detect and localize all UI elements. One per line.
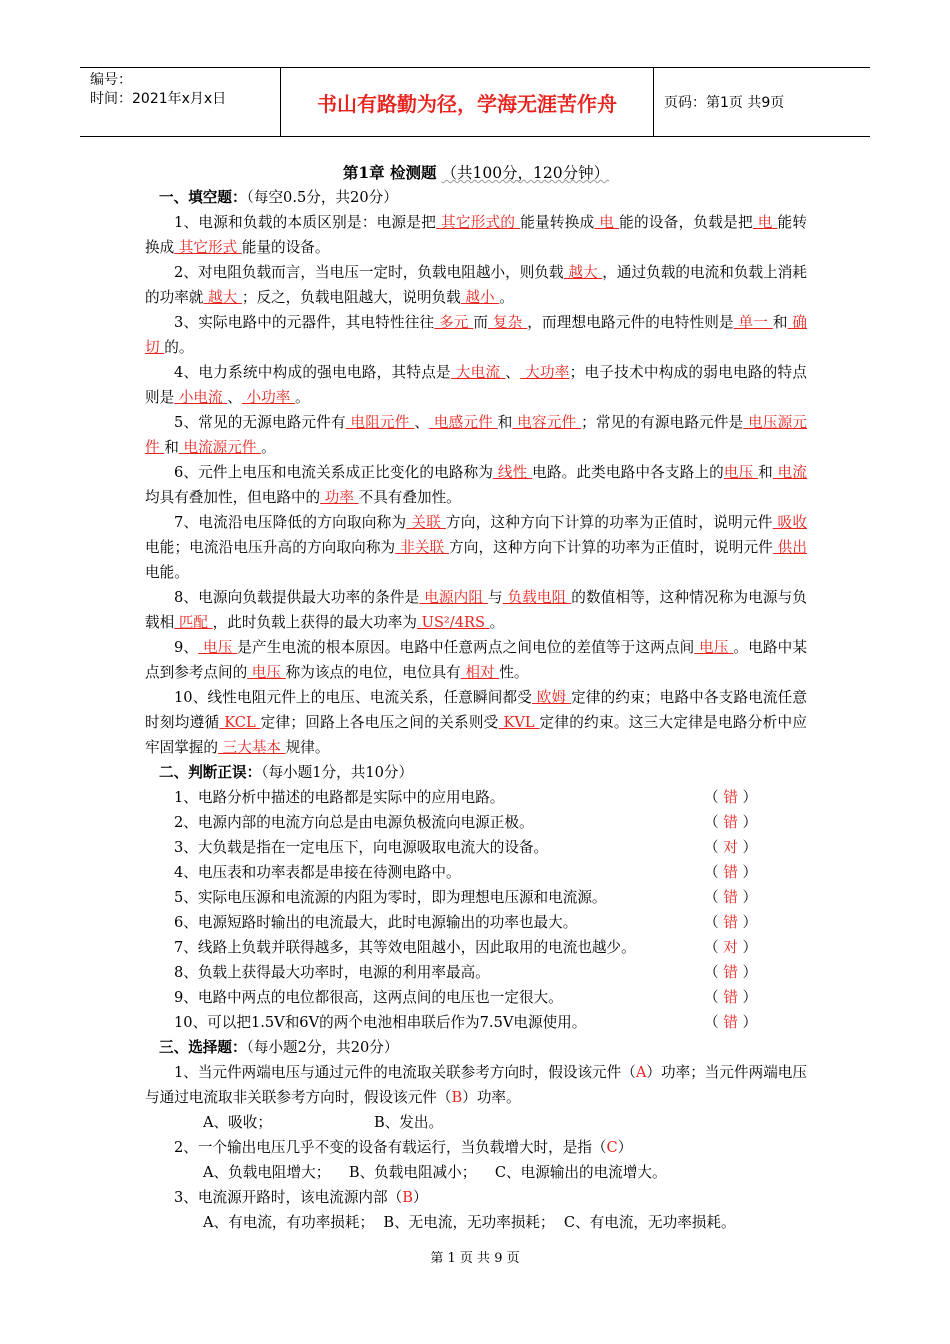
answer-blank: 电流	[772, 464, 808, 481]
question-text: ，而理想电路元件的电特性则是	[527, 314, 734, 331]
answer-blank: 复杂	[488, 314, 528, 331]
answer-blank: 大功率	[520, 364, 570, 381]
question-text: 和	[758, 464, 773, 481]
question-text: 规律。	[285, 739, 330, 756]
choice-answer: A	[635, 1064, 647, 1081]
section-note: （每小题2分，共20分）	[246, 1039, 399, 1056]
question-text: 1、当元件两端电压与通过元件的电流取关联参考方向时，假设该元件（	[174, 1064, 636, 1081]
answer-blank: 小电流	[174, 389, 228, 406]
choice-answer: B	[451, 1089, 463, 1106]
answer-blank: 电	[594, 214, 620, 231]
answer-blank: 欧姆	[532, 689, 572, 706]
judge-answer-value: 错	[723, 789, 738, 806]
answer-blank: 电	[752, 214, 778, 231]
question-text: 8、电源向负载提供最大功率的条件是	[174, 589, 420, 606]
question-text: 6、元件上电压和电流关系成正比变化的电路称为	[174, 464, 494, 481]
judge-questions	[145, 785, 807, 1035]
judge-question	[145, 935, 807, 960]
judge-answer-value: 错	[723, 914, 738, 931]
judge-answer-value: 错	[723, 814, 738, 831]
answer-blank: 相对	[460, 664, 500, 681]
document-body	[145, 160, 807, 1235]
answer-blank: 越大	[203, 289, 242, 306]
question-text: ）	[617, 1139, 633, 1156]
question-text: 。电路中某点到参考点间的	[145, 639, 807, 681]
question-text: 、	[414, 414, 430, 431]
question-text: 3、电流源开路时，该电流源内部（	[174, 1189, 403, 1206]
answer-blank: 其它形式	[174, 239, 242, 256]
question-text: 1、电路分析中描述的电路都是实际中的应用电路。	[174, 789, 505, 806]
question-text: 。	[294, 389, 310, 406]
document-header	[80, 67, 870, 137]
question-text: 的数值相等，这种情况称为电源与负载相	[145, 589, 807, 631]
motto: 书山有路勤为径，学海无涯苦作舟	[281, 68, 654, 136]
judge-answer-value: 错	[723, 989, 738, 1006]
answer-blank: 电压	[247, 664, 286, 681]
judge-answer: （ 错 ）	[704, 814, 758, 831]
answer-blank: 关联	[406, 514, 446, 531]
title-sub: （共100分，120分钟）	[441, 164, 610, 182]
section-fill-heading	[145, 185, 807, 210]
number-label: 编号：	[90, 72, 132, 88]
question-text: ）功率。	[462, 1089, 521, 1106]
question-text: 方向，这种方向下计算的功率为正值时，说明元件	[449, 539, 773, 556]
question-text: 定律的约束；电路中各支路电流任意时刻均遵循	[145, 689, 807, 731]
header-meta	[80, 68, 281, 136]
section-title: 二、判断正误：	[159, 764, 262, 781]
answer-blank: 电源内阻	[419, 589, 488, 606]
question-text: 10、线性电阻元件上的电压、电流关系，任意瞬间都受	[174, 689, 533, 706]
question-text: 。	[499, 289, 514, 306]
question-text: 7、线路上负载并联得越多，其等效电阻越小，因此取用的电流也越少。	[174, 939, 636, 956]
judge-answer: （ 错 ）	[704, 989, 758, 1006]
judge-answer: （ 错 ）	[704, 864, 758, 881]
question-text: 9、	[174, 639, 199, 656]
judge-question	[145, 810, 807, 835]
page-title	[145, 160, 807, 185]
fill-question	[145, 510, 807, 585]
answer-blank: 电压	[694, 639, 734, 656]
choice-answer: B	[402, 1189, 413, 1206]
answer-blank: 匹配	[174, 614, 213, 631]
question-text: 是产生电流的根本原因。电路中任意两点之间电位的差值等于这两点间	[237, 639, 695, 656]
question-text: 3、实际电路中的元器件，其电特性往往	[174, 314, 435, 331]
choice-options-1: A、吸收； B、发出。	[203, 1114, 444, 1131]
choice-question-1	[145, 1060, 807, 1110]
choice-options-3: A、有电流，有功率损耗； B、无电流，无功率损耗； C、有电流，无功率损耗。	[203, 1214, 736, 1231]
section-judge-heading	[145, 760, 807, 785]
question-text: 电能。	[145, 564, 189, 581]
answer-blank: 三大基本	[217, 739, 286, 756]
choice-question-3	[145, 1185, 807, 1210]
question-text: 1、电源和负载的本质区别是：电源是把	[174, 214, 437, 231]
question-text: 、	[227, 389, 242, 406]
answer-blank: 越小	[460, 289, 500, 306]
answer-blank: 电流源元件	[178, 439, 262, 456]
question-text: 。	[489, 614, 505, 631]
judge-question	[145, 910, 807, 935]
question-text: 8、负载上获得最大功率时，电源的利用率最高。	[174, 964, 490, 981]
judge-answer-value: 错	[723, 889, 738, 906]
fill-question	[145, 635, 807, 685]
judge-question	[145, 860, 807, 885]
judge-answer-value: 对	[723, 839, 738, 856]
question-text: ）	[412, 1189, 428, 1206]
choice-options-2: A、负载电阻增大； B、负载电阻减小； C、电源输出的电流增大。	[203, 1164, 667, 1181]
question-text: ；电子技术中构成的弱电电路的特点则是	[145, 364, 807, 406]
question-text: 2、一个输出电压几乎不变的设备有载运行，当负载增大时，是指（	[174, 1139, 607, 1156]
answer-blank: 电压源元件	[145, 414, 808, 456]
answer-blank: 电压	[198, 639, 238, 656]
fill-question	[145, 360, 807, 410]
judge-answer-value: 错	[723, 864, 738, 881]
judge-answer: （ 错 ）	[704, 964, 758, 981]
fill-question	[145, 310, 807, 360]
question-text: ；常见的有源电路元件是	[581, 414, 744, 431]
answer-blank: 多元	[434, 314, 474, 331]
question-text: 能量转换成	[520, 214, 595, 231]
date-label: 时间：2021年x月x日	[90, 91, 227, 107]
question-text: 定律的约束。这三大定律是电路分析中应牢固掌握的	[145, 714, 807, 756]
judge-question	[145, 885, 807, 910]
judge-question	[145, 985, 807, 1010]
question-text: 与	[487, 589, 503, 606]
judge-answer-value: 错	[723, 964, 738, 981]
fill-question	[145, 210, 807, 260]
section-choice-heading	[145, 1035, 807, 1060]
answer-blank: 越大	[563, 264, 603, 281]
question-text: 而	[473, 314, 489, 331]
fill-question	[145, 410, 807, 460]
question-text: 。	[261, 439, 276, 456]
question-text: 2、电源内部的电流方向总是由电源负极流向电源正极。	[174, 814, 534, 831]
question-text: ，此时负载上获得的最大功率为	[212, 614, 417, 631]
question-text: 和	[164, 439, 179, 456]
judge-answer: （ 错 ）	[704, 889, 758, 906]
section-note: （每空0.5分，共20分）	[246, 189, 398, 206]
answer-blank: 非关联	[395, 539, 449, 556]
question-text: 能量的设备。	[241, 239, 330, 256]
question-text: 均具有叠加性，但电路中的	[145, 489, 321, 506]
page-footer: 第 1 页 共 9 页	[430, 1251, 520, 1266]
question-text: 4、电力系统中构成的强电电路，其特点是	[174, 364, 451, 381]
answer-blank: KVL	[498, 714, 540, 731]
judge-answer: （ 错 ）	[704, 914, 758, 931]
answer-blank: US²/4RS	[417, 614, 490, 631]
fill-questions	[145, 210, 807, 760]
question-text: 定律；回路上各电压之间的关系则受	[260, 714, 499, 731]
question-text: 能转换成	[145, 214, 807, 256]
judge-answer: （ 错 ）	[704, 789, 758, 806]
answer-blank: 电压	[723, 464, 759, 481]
answer-blank: 确切	[145, 314, 808, 356]
question-text: 、	[505, 364, 521, 381]
question-text: 9、电路中两点的电位都很高，这两点间的电压也一定很大。	[174, 989, 563, 1006]
question-text: 和	[497, 414, 513, 431]
question-text: 不具有叠加性。	[358, 489, 461, 506]
choice-question-2	[145, 1135, 807, 1160]
question-text: ）功率；当元件两端电压与通过电流取非关联参考方向时，假设该元件（	[145, 1064, 807, 1106]
answer-blank: 小功率	[241, 389, 295, 406]
question-text: 2、对电阻负载而言，当电压一定时，负载电阻越小，则负载	[174, 264, 564, 281]
answer-blank: 线性	[493, 464, 533, 481]
judge-answer-value: 对	[723, 939, 738, 956]
fill-question	[145, 460, 807, 510]
question-text: 称为该点的电位，电位具有	[285, 664, 461, 681]
answer-blank: 供出	[772, 539, 807, 556]
question-text: 7、电流沿电压降低的方向取向称为	[174, 514, 407, 531]
question-text: 5、常见的无源电路元件有	[174, 414, 346, 431]
answer-blank: KCL	[219, 714, 261, 731]
title-main: 第1章 检测题	[342, 163, 437, 182]
section-note: （每小题1分，共10分）	[261, 764, 414, 781]
answer-blank: 其它形式的	[436, 214, 521, 231]
choice-answer: C	[606, 1139, 618, 1156]
question-text: 性。	[499, 664, 529, 681]
question-text: ；反之，负载电阻越大，说明负载	[241, 289, 461, 306]
fill-question	[145, 260, 807, 310]
judge-question	[145, 835, 807, 860]
judge-answer: （ 错 ）	[704, 1014, 758, 1031]
question-text: 的。	[164, 339, 194, 356]
answer-blank: 负载电阻	[502, 589, 572, 606]
answer-blank: 电感元件	[429, 414, 498, 431]
fill-question	[145, 585, 807, 635]
question-text: 电能；电流沿电压升高的方向取向称为	[145, 539, 396, 556]
question-text: 5、实际电压源和电流源的内阻为零时，即为理想电压源和电流源。	[174, 889, 607, 906]
question-text: 电路。此类电路中各支路上的	[532, 464, 724, 481]
fill-question	[145, 685, 807, 760]
question-text: 4、电压表和功率表都是串接在待测电路中。	[174, 864, 461, 881]
answer-blank: 电阻元件	[345, 414, 415, 431]
answer-blank: 单一	[733, 314, 773, 331]
question-text: 3、大负载是指在一定电压下，向电源吸取电流大的设备。	[174, 839, 549, 856]
judge-answer: （ 对 ）	[704, 939, 758, 956]
judge-question	[145, 1010, 807, 1035]
answer-blank: 大电流	[450, 364, 506, 381]
question-text: 方向，这种方向下计算的功率为正值时，说明元件	[445, 514, 773, 531]
judge-answer-value: 错	[723, 1014, 738, 1031]
page-info: 页码：第1页 共9页	[664, 95, 785, 111]
answer-blank: 电容元件	[512, 414, 582, 431]
question-text: ，通过负载的电流和负载上消耗的功率就	[145, 264, 807, 306]
section-title: 一、填空题：	[159, 189, 247, 206]
answer-blank: 吸收	[772, 514, 808, 531]
question-text: 10、可以把1.5V和6V的两个电池相串联后作为7.5V电源使用。	[174, 1014, 587, 1031]
judge-answer: （ 对 ）	[704, 839, 758, 856]
judge-question	[145, 960, 807, 985]
question-text: 6、电源短路时输出的电流最大，此时电源输出的功率也最大。	[174, 914, 578, 931]
judge-question	[145, 785, 807, 810]
question-text: 和	[772, 314, 788, 331]
answer-blank: 功率	[320, 489, 359, 506]
question-text: 能的设备，负载是把	[619, 214, 753, 231]
section-title: 三、选择题：	[159, 1039, 247, 1056]
